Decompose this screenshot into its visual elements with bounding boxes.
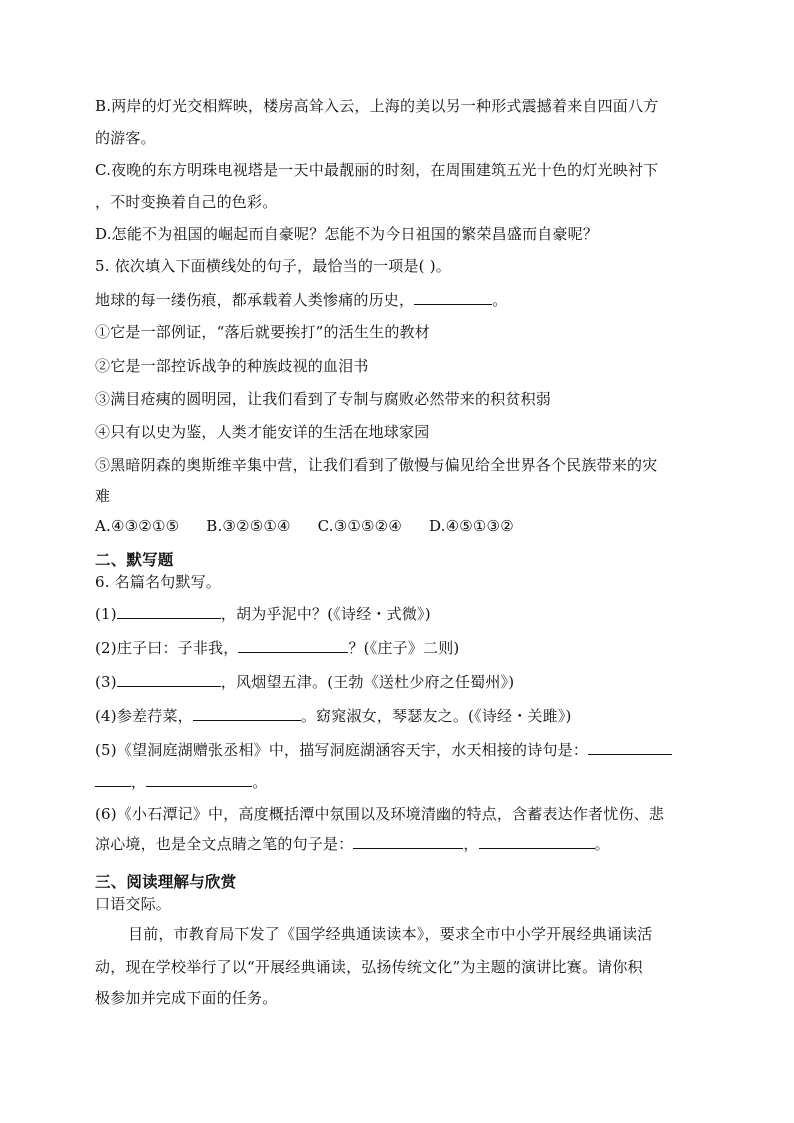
q5-item-1: ①它是一部例证，“落后就要挨打”的活生生的教材 bbox=[95, 323, 430, 341]
q5-item-3: ③满目疮痍的圆明园，让我们看到了专制与腐败必然带来的积贫积弱 bbox=[95, 390, 552, 408]
q6-item-6-line1: (6)《小石潭记》中，高度概括潭中氛围以及环境清幽的特点，含蓄表达作者忧伤、悲 bbox=[95, 805, 665, 823]
q6-item-3-blank[interactable] bbox=[117, 671, 221, 687]
q4-option-d: D.怎能不为祖国的崛起而自豪呢？怎能不为今日祖国的繁荣昌盛而自豪呢？ bbox=[95, 225, 599, 243]
q6-item-4 bbox=[95, 705, 705, 727]
section3-paragraph-line1: 目前，市教育局下发了《国学经典通读读本》，要求全市中小学开展经典诵读活 bbox=[128, 925, 653, 943]
q6-item-2-text: (2)庄子曰：子非我， bbox=[95, 639, 239, 657]
q6-item-1-number: (1) bbox=[95, 605, 117, 623]
q6-stem: 6. 名篇名句默写。 bbox=[95, 573, 222, 591]
q6-item-2-source: ？(《庄子》二则) bbox=[348, 639, 460, 657]
q5-item-4: ④只有以史为鉴，人类才能安详的生活在地球家园 bbox=[95, 423, 430, 441]
q5-choice-c: C.③①⑤②④ bbox=[317, 517, 402, 535]
q6-item-1-blank[interactable] bbox=[117, 603, 221, 619]
section3-paragraph-line2: 动，现在学校举行了以“开展经典诵读，弘扬传统文化”为主题的演讲比赛。请你积 bbox=[95, 958, 643, 976]
q6-item-6-blank-1[interactable] bbox=[353, 833, 463, 849]
q6-item-4-source: 。窈窕淑女，琴瑟友之。(《诗经・关雎》) bbox=[300, 707, 572, 725]
q5-stem: 5. 依次填入下面横线处的句子，最恰当的一项是( )。 bbox=[95, 257, 451, 275]
q5-sentence bbox=[95, 289, 705, 311]
q4-option-c-line1: C.夜晚的东方明珠电视塔是一天中最靓丽的时刻，在周围建筑五光十色的灯光映衬下 bbox=[95, 161, 659, 179]
q4-option-c-line2: ，不时变换着自己的色彩。 bbox=[95, 193, 278, 211]
q5-item-5-line2: 难 bbox=[95, 487, 111, 505]
q6-item-5-line2 bbox=[95, 771, 705, 793]
section3-title: 三、阅读理解与欣赏 bbox=[95, 872, 237, 891]
q6-item-5-comma: ， bbox=[131, 773, 147, 791]
q6-item-6-text: 凉心境，也是全文点睛之笔的句子是： bbox=[95, 835, 354, 853]
q5-item-2: ②它是一部控诉战争的种族歧视的血泪书 bbox=[95, 357, 369, 375]
section3-subtitle: 口语交际。 bbox=[95, 895, 172, 913]
q6-item-6-comma: ， bbox=[463, 835, 479, 853]
q6-item-3-text: ，风烟望五津。(王勃《送杜少府之任蜀州》) bbox=[220, 673, 515, 691]
q6-item-3-number: (3) bbox=[95, 673, 117, 691]
q5-choices bbox=[95, 515, 705, 537]
q6-item-5-line1 bbox=[95, 739, 705, 761]
q5-sentence-before: 地球的每一缕伤痕，都承载着人类惨痛的历史， bbox=[95, 291, 415, 309]
section3-paragraph-line3: 极参加并完成下面的任务。 bbox=[95, 989, 278, 1007]
q6-item-5-blank-2[interactable] bbox=[146, 771, 252, 787]
q6-item-1-text: ，胡为乎泥中？(《诗经・式微》) bbox=[220, 605, 431, 623]
q6-item-5-blank-1a[interactable] bbox=[588, 739, 672, 755]
q5-blank[interactable] bbox=[414, 289, 492, 305]
q4-option-b-line1: B.两岸的灯光交相辉映，楼房高耸入云，上海的美以另一种形式震撼着来自四面八方 bbox=[95, 97, 659, 115]
q5-choice-b: B.③②⑤①④ bbox=[206, 517, 291, 535]
q6-item-6-period: 。 bbox=[594, 835, 610, 853]
q6-item-5-period: 。 bbox=[252, 773, 268, 791]
q5-choice-a: A.④③②①⑤ bbox=[95, 517, 180, 535]
section2-title: 二、默写题 bbox=[95, 550, 174, 569]
q6-item-6-line2 bbox=[95, 833, 705, 855]
q5-item-5-line1: ⑤黑暗阴森的奥斯维辛集中营，让我们看到了傲慢与偏见给全世界各个民族带来的灾 bbox=[95, 456, 658, 474]
q6-item-1 bbox=[95, 603, 705, 625]
q5-choice-d: D.④⑤①③② bbox=[428, 517, 514, 535]
q6-item-5-text: (5)《望洞庭湖赠张丞相》中，描写洞庭湖涵容天宇，水天相接的诗句是： bbox=[95, 741, 589, 759]
q6-item-4-blank[interactable] bbox=[193, 705, 301, 721]
q6-item-6-blank-2[interactable] bbox=[479, 833, 595, 849]
q6-item-2 bbox=[95, 637, 705, 659]
q6-item-4-text: (4)参差荇菜， bbox=[95, 707, 193, 725]
q6-item-2-blank[interactable] bbox=[238, 637, 348, 653]
q6-item-5-blank-1b[interactable] bbox=[95, 771, 131, 787]
q6-item-3 bbox=[95, 671, 705, 693]
q5-sentence-after: 。 bbox=[492, 291, 508, 309]
q4-option-b-line2: 的游客。 bbox=[95, 129, 156, 147]
